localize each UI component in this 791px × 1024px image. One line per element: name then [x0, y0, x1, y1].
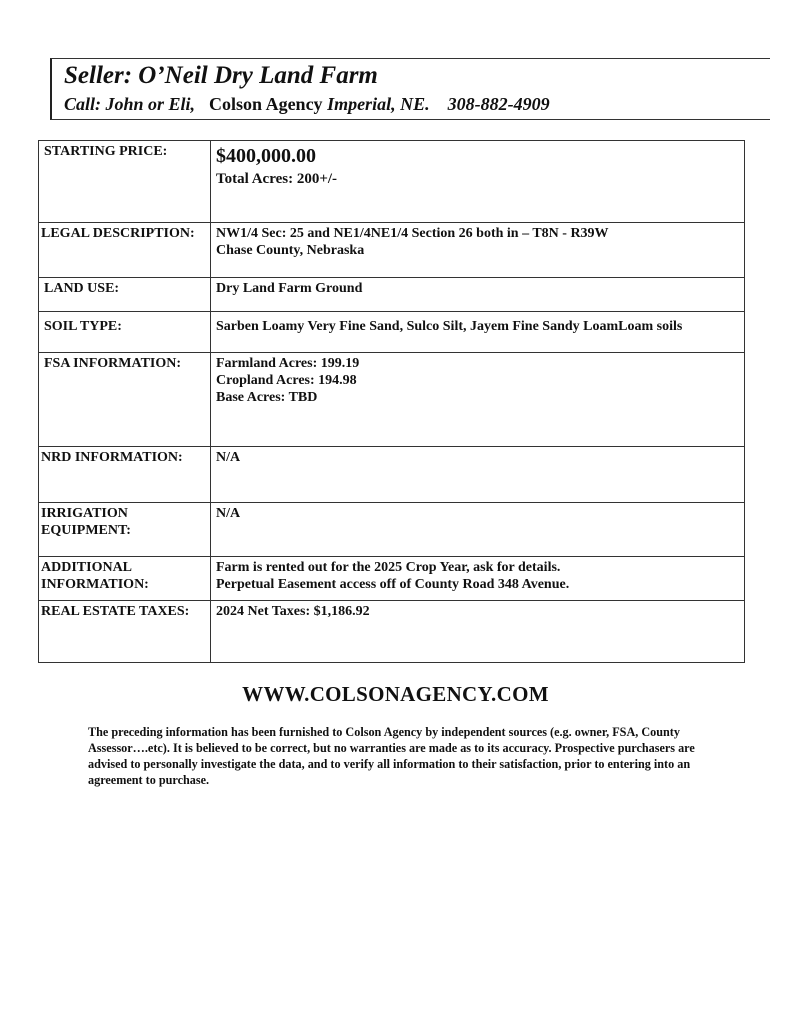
additional-label-line-1: ADDITIONAL	[41, 560, 133, 575]
contact-line	[64, 94, 550, 115]
fsa-information-label: FSA INFORMATION:	[39, 353, 211, 447]
additional-information-value	[211, 557, 745, 601]
call-label: Call: John or Eli,	[64, 94, 196, 114]
fsa-information-value	[211, 353, 745, 447]
additional-line-1: Farm is rented out for the 2025 Crop Year, ask for details.	[216, 560, 561, 575]
listing-table	[38, 140, 745, 663]
total-acres: Total Acres: 200+/-	[216, 171, 338, 187]
table-row	[39, 503, 745, 557]
agency-location: Imperial, NE.	[327, 94, 430, 114]
table-row	[39, 557, 745, 601]
table-row	[39, 278, 745, 312]
real-estate-taxes-label: REAL ESTATE TAXES:	[39, 601, 211, 663]
nrd-information-label: NRD INFORMATION:	[39, 447, 211, 503]
disclaimer-text: The preceding information has been furnished to Colson Agency by independent sources (e.g. owner, FSA, County Assessor….etc). It is believed to be correct, but no warranties are made as to its accuracy. Prospective purchasers are advised to personally investigate the data, and to verify all information to their satisfaction, prior to entering into an agreement to purchase.	[88, 725, 695, 787]
seller-title: Seller: O’Neil Dry Land Farm	[64, 62, 378, 89]
land-use-value: Dry Land Farm Ground	[211, 278, 745, 312]
nrd-information-value: N/A	[211, 447, 745, 503]
legal-description-value	[211, 223, 745, 278]
table-row	[39, 312, 745, 353]
additional-line-2: Perpetual Easement access off of County Road 348 Avenue.	[216, 577, 570, 592]
seller-header	[50, 58, 770, 120]
legal-line-2: Chase County, Nebraska	[216, 243, 365, 258]
table-row	[39, 223, 745, 278]
table-row	[39, 447, 745, 503]
soil-type-label: SOIL TYPE:	[39, 312, 211, 353]
real-estate-taxes-value: 2024 Net Taxes: $1,186.92	[211, 601, 745, 663]
soil-type-value: Sarben Loamy Very Fine Sand, Sulco Silt, Jayem Fine Sandy LoamLoam soils	[211, 312, 745, 353]
fsa-line-2: Cropland Acres: 194.98	[216, 373, 357, 388]
legal-description-label: LEGAL DESCRIPTION:	[39, 223, 211, 278]
table-row	[39, 141, 745, 223]
fsa-line-3: Base Acres: TBD	[216, 390, 318, 405]
table-row	[39, 601, 745, 663]
website-url: WWW.COLSONAGENCY.COM	[242, 682, 549, 706]
additional-label-line-2: INFORMATION:	[41, 577, 149, 592]
fsa-line-1: Farmland Acres: 199.19	[216, 356, 360, 371]
legal-line-1: NW1/4 Sec: 25 and NE1/4NE1/4 Section 26 both in – T8N - R39W	[216, 226, 609, 241]
additional-information-label	[39, 557, 211, 601]
land-use-label: LAND USE:	[39, 278, 211, 312]
irrigation-equipment-label	[39, 503, 211, 557]
starting-price-label: STARTING PRICE:	[39, 141, 211, 223]
irrigation-equipment-value: N/A	[211, 503, 745, 557]
irrigation-label-line-2: EQUIPMENT:	[41, 523, 131, 538]
agency-phone: 308-882-4909	[447, 94, 550, 114]
agency-name: Colson Agency	[209, 94, 323, 114]
starting-price-value	[211, 141, 745, 223]
price: $400,000.00	[216, 145, 316, 167]
table-row	[39, 353, 745, 447]
irrigation-label-line-1: IRRIGATION	[41, 506, 128, 521]
